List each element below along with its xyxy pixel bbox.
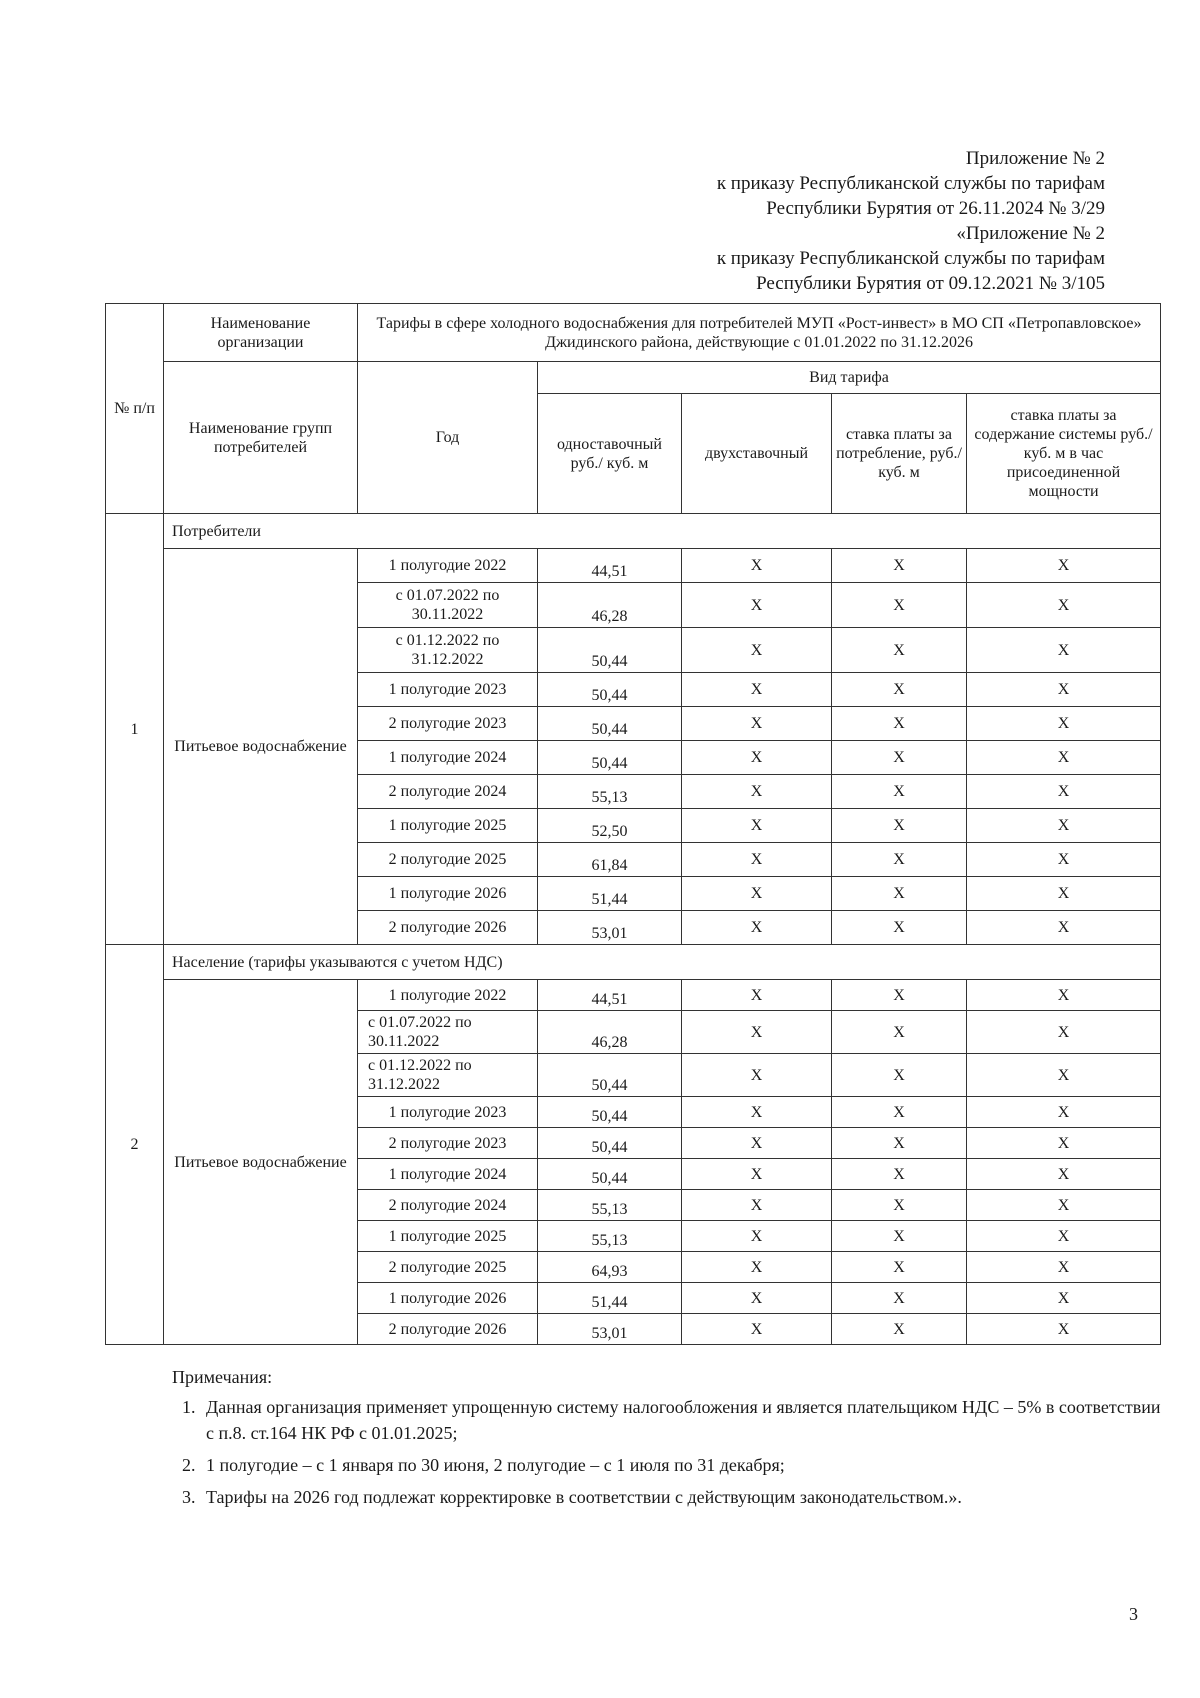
header-line: «Приложение № 2 bbox=[956, 223, 1105, 244]
consumption-rate-value: X bbox=[832, 707, 967, 741]
consumption-rate-value: X bbox=[832, 1011, 967, 1054]
period-cell: 2 полугодие 2026 bbox=[358, 911, 538, 945]
two-rate-value: X bbox=[682, 1221, 832, 1252]
consumption-rate-value: X bbox=[832, 673, 967, 707]
period-cell: 2 полугодие 2025 bbox=[358, 843, 538, 877]
single-rate-value: 53,01 bbox=[538, 911, 682, 945]
appendix-header bbox=[505, 146, 1105, 296]
consumption-rate-value: X bbox=[832, 809, 967, 843]
column-header-two-rate: двухставочный bbox=[682, 394, 832, 514]
header-line: к приказу Республиканской службы по тарифам bbox=[716, 173, 1105, 194]
single-rate-value: 50,44 bbox=[538, 1128, 682, 1159]
capacity-rate-value: X bbox=[967, 911, 1161, 945]
two-rate-value: X bbox=[682, 583, 832, 628]
single-rate-value: 50,44 bbox=[538, 707, 682, 741]
consumption-rate-value: X bbox=[832, 1159, 967, 1190]
table-body bbox=[106, 514, 1161, 1345]
single-rate-value: 44,51 bbox=[538, 980, 682, 1011]
capacity-rate-value: X bbox=[967, 741, 1161, 775]
single-rate-value: 50,44 bbox=[538, 1097, 682, 1128]
period-cell: 1 полугодие 2025 bbox=[358, 809, 538, 843]
consumption-rate-value: X bbox=[832, 1190, 967, 1221]
period-cell: 1 полугодие 2024 bbox=[358, 741, 538, 775]
consumption-rate-value: X bbox=[832, 775, 967, 809]
period-cell: 2 полугодие 2023 bbox=[358, 1128, 538, 1159]
single-rate-value: 50,44 bbox=[538, 673, 682, 707]
capacity-rate-value: X bbox=[967, 980, 1161, 1011]
section-title: Потребители bbox=[164, 514, 1161, 549]
capacity-rate-value: X bbox=[967, 549, 1161, 583]
notes-list bbox=[172, 1394, 1162, 1510]
two-rate-value: X bbox=[682, 1252, 832, 1283]
two-rate-value: X bbox=[682, 980, 832, 1011]
single-rate-value: 50,44 bbox=[538, 628, 682, 673]
two-rate-value: X bbox=[682, 809, 832, 843]
column-header-consumer-group: Наименование групп потребителей bbox=[164, 362, 358, 514]
two-rate-value: X bbox=[682, 1054, 832, 1097]
consumption-rate-value: X bbox=[832, 1054, 967, 1097]
column-header-year: Год bbox=[358, 362, 538, 514]
two-rate-value: X bbox=[682, 1190, 832, 1221]
capacity-rate-value: X bbox=[967, 1128, 1161, 1159]
note-item: 2. 1 полугодие – с 1 января по 30 июня, 2 полугодие – с 1 июля по 31 декабря; bbox=[200, 1452, 1162, 1478]
consumption-rate-value: X bbox=[832, 843, 967, 877]
period-cell: 2 полугодие 2023 bbox=[358, 707, 538, 741]
consumption-rate-value: X bbox=[832, 1252, 967, 1283]
table-row bbox=[106, 549, 1161, 583]
note-item: 3. Тарифы на 2026 год подлежат корректировке в соответствии с действующим законодательством.». bbox=[200, 1484, 1162, 1510]
single-rate-value: 53,01 bbox=[538, 1314, 682, 1345]
capacity-rate-value: X bbox=[967, 1159, 1161, 1190]
consumption-rate-value: X bbox=[832, 1221, 967, 1252]
capacity-rate-value: X bbox=[967, 1054, 1161, 1097]
capacity-rate-value: X bbox=[967, 1314, 1161, 1345]
period-cell: с 01.07.2022 по 30.11.2022 bbox=[358, 583, 538, 628]
single-rate-value: 61,84 bbox=[538, 843, 682, 877]
period-cell: 2 полугодие 2024 bbox=[358, 775, 538, 809]
period-cell: с 01.12.2022 по 31.12.2022 bbox=[358, 1054, 538, 1097]
period-cell: 1 полугодие 2024 bbox=[358, 1159, 538, 1190]
consumption-rate-value: X bbox=[832, 549, 967, 583]
single-rate-value: 50,44 bbox=[538, 741, 682, 775]
period-cell: 1 полугодие 2023 bbox=[358, 673, 538, 707]
section-title: Население (тарифы указываются с учетом НДС) bbox=[164, 945, 1161, 980]
two-rate-value: X bbox=[682, 549, 832, 583]
capacity-rate-value: X bbox=[967, 583, 1161, 628]
capacity-rate-value: X bbox=[967, 673, 1161, 707]
capacity-rate-value: X bbox=[967, 1221, 1161, 1252]
single-rate-value: 55,13 bbox=[538, 1221, 682, 1252]
consumption-rate-value: X bbox=[832, 1283, 967, 1314]
row-number: 2 bbox=[106, 945, 164, 1345]
tariff-table bbox=[105, 303, 1161, 1345]
consumption-rate-value: X bbox=[832, 1314, 967, 1345]
capacity-rate-value: X bbox=[967, 707, 1161, 741]
table-row bbox=[106, 980, 1161, 1011]
page-number: 3 bbox=[1129, 1604, 1138, 1624]
single-rate-value: 52,50 bbox=[538, 809, 682, 843]
period-cell: 1 полугодие 2022 bbox=[358, 549, 538, 583]
header-line: Республики Бурятия от 09.12.2021 № 3/105 bbox=[756, 273, 1105, 294]
column-header-organization: Наименование организации bbox=[164, 304, 358, 362]
column-header-consumption-rate: ставка платы за потребление, руб./ куб. м bbox=[832, 394, 967, 514]
period-cell: 2 полугодие 2025 bbox=[358, 1252, 538, 1283]
notes-section bbox=[172, 1364, 1162, 1516]
two-rate-value: X bbox=[682, 1314, 832, 1345]
note-item: 1. Данная организация применяет упрощенную систему налогообложения и является плательщиком НДС – 5% в соответствии с п.8. ст.164 НК РФ с 01.01.2025; bbox=[200, 1394, 1162, 1446]
column-header-number: № п/п bbox=[106, 304, 164, 514]
period-cell: 1 полугодие 2026 bbox=[358, 1283, 538, 1314]
consumption-rate-value: X bbox=[832, 741, 967, 775]
capacity-rate-value: X bbox=[967, 1097, 1161, 1128]
single-rate-value: 46,28 bbox=[538, 583, 682, 628]
two-rate-value: X bbox=[682, 843, 832, 877]
capacity-rate-value: X bbox=[967, 877, 1161, 911]
table-title: Тарифы в сфере холодного водоснабжения для потребителей МУП «Рост-инвест» в МО СП «Петропавловское» Джидинского района, действующие с 01.01.2022 по 31.12.2026 bbox=[358, 304, 1161, 362]
single-rate-value: 64,93 bbox=[538, 1252, 682, 1283]
two-rate-value: X bbox=[682, 707, 832, 741]
capacity-rate-value: X bbox=[967, 628, 1161, 673]
single-rate-value: 50,44 bbox=[538, 1054, 682, 1097]
capacity-rate-value: X bbox=[967, 775, 1161, 809]
capacity-rate-value: X bbox=[967, 1283, 1161, 1314]
consumption-rate-value: X bbox=[832, 980, 967, 1011]
capacity-rate-value: X bbox=[967, 843, 1161, 877]
two-rate-value: X bbox=[682, 877, 832, 911]
period-cell: 2 полугодие 2024 bbox=[358, 1190, 538, 1221]
capacity-rate-value: X bbox=[967, 809, 1161, 843]
two-rate-value: X bbox=[682, 775, 832, 809]
column-header-tariff-type: Вид тарифа bbox=[538, 362, 1161, 394]
period-cell: с 01.12.2022 по 31.12.2022 bbox=[358, 628, 538, 673]
column-header-single-rate: одноставочный руб./ куб. м bbox=[538, 394, 682, 514]
two-rate-value: X bbox=[682, 1159, 832, 1190]
period-cell: 1 полугодие 2023 bbox=[358, 1097, 538, 1128]
single-rate-value: 55,13 bbox=[538, 1190, 682, 1221]
single-rate-value: 55,13 bbox=[538, 775, 682, 809]
single-rate-value: 46,28 bbox=[538, 1011, 682, 1054]
capacity-rate-value: X bbox=[967, 1252, 1161, 1283]
two-rate-value: X bbox=[682, 741, 832, 775]
two-rate-value: X bbox=[682, 1011, 832, 1054]
period-cell: 1 полугодие 2022 bbox=[358, 980, 538, 1011]
consumption-rate-value: X bbox=[832, 628, 967, 673]
two-rate-value: X bbox=[682, 911, 832, 945]
consumption-rate-value: X bbox=[832, 877, 967, 911]
capacity-rate-value: X bbox=[967, 1190, 1161, 1221]
consumer-group: Питьевое водоснабжение bbox=[164, 549, 358, 945]
single-rate-value: 50,44 bbox=[538, 1159, 682, 1190]
two-rate-value: X bbox=[682, 1128, 832, 1159]
notes-heading: Примечания: bbox=[172, 1367, 273, 1387]
single-rate-value: 51,44 bbox=[538, 1283, 682, 1314]
period-cell: с 01.07.2022 по 30.11.2022 bbox=[358, 1011, 538, 1054]
period-cell: 1 полугодие 2025 bbox=[358, 1221, 538, 1252]
row-number: 1 bbox=[106, 514, 164, 945]
consumption-rate-value: X bbox=[832, 1128, 967, 1159]
consumption-rate-value: X bbox=[832, 1097, 967, 1128]
period-cell: 1 полугодие 2026 bbox=[358, 877, 538, 911]
two-rate-value: X bbox=[682, 673, 832, 707]
column-header-capacity-rate: ставка платы за содержание системы руб./куб. м в час присоединенной мощности bbox=[967, 394, 1161, 514]
header-line: Приложение № 2 bbox=[965, 148, 1105, 169]
two-rate-value: X bbox=[682, 1283, 832, 1314]
header-line: Республики Бурятия от 26.11.2024 № 3/29 bbox=[766, 198, 1105, 219]
two-rate-value: X bbox=[682, 628, 832, 673]
single-rate-value: 44,51 bbox=[538, 549, 682, 583]
consumption-rate-value: X bbox=[832, 583, 967, 628]
period-cell: 2 полугодие 2026 bbox=[358, 1314, 538, 1345]
single-rate-value: 51,44 bbox=[538, 877, 682, 911]
two-rate-value: X bbox=[682, 1097, 832, 1128]
consumption-rate-value: X bbox=[832, 911, 967, 945]
header-line: к приказу Республиканской службы по тарифам bbox=[716, 248, 1105, 269]
consumer-group: Питьевое водоснабжение bbox=[164, 980, 358, 1345]
capacity-rate-value: X bbox=[967, 1011, 1161, 1054]
